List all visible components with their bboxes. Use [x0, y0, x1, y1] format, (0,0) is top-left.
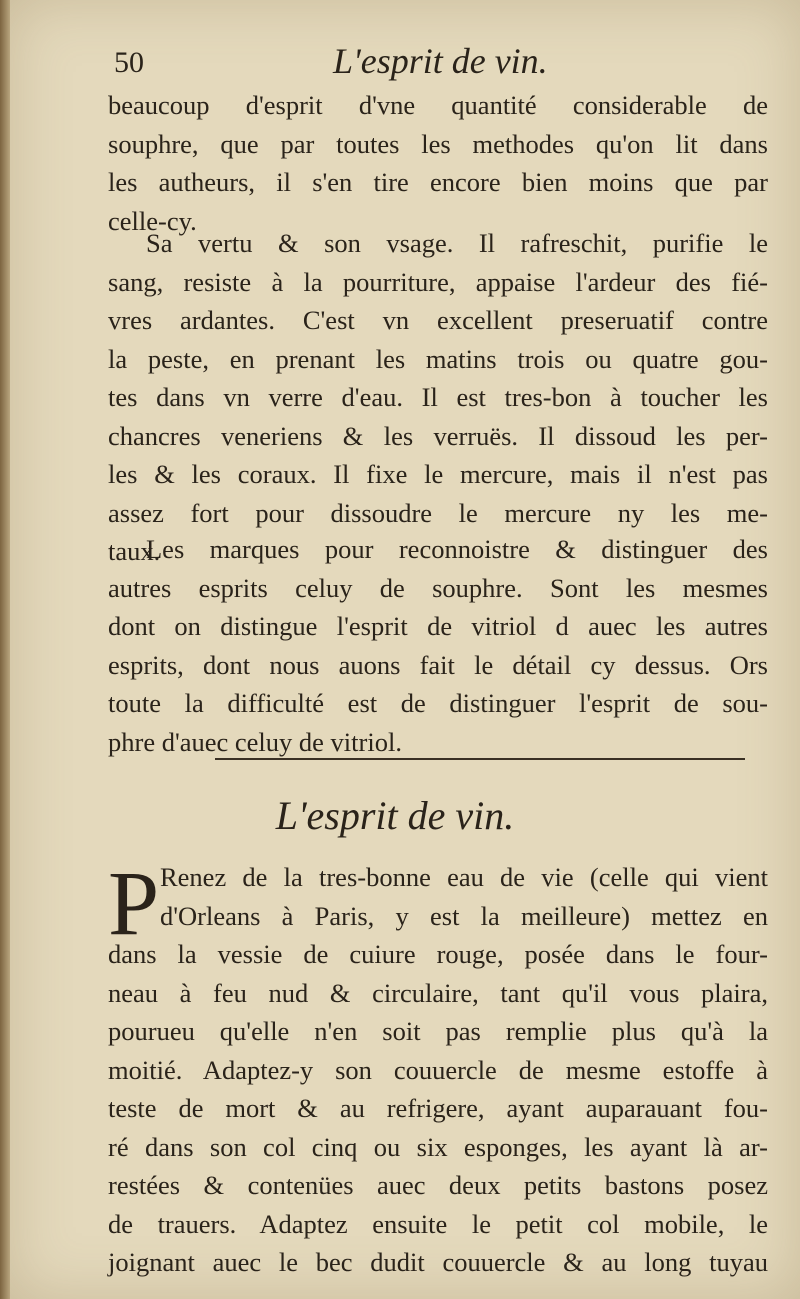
text-line: beaucoup d'esprit d'vne quantité considerable de — [108, 90, 768, 120]
dropcap-lines — [160, 858, 768, 935]
text-line: phre d'auec celuy de vitriol. — [108, 726, 402, 757]
continuation-paragraph — [108, 86, 768, 240]
drop-cap: P — [108, 852, 160, 954]
text-line: neau à feu nud & circulaire, tant qu'il vous plaira, — [108, 977, 768, 1008]
text-line: restées & contenües auec deux petits bastons posez — [108, 1170, 768, 1200]
text-line: taux. — [108, 536, 161, 566]
text-line: les autheurs, il s'en tire encore bien moins que par — [108, 167, 768, 197]
text-line: celle-cy. — [108, 205, 197, 236]
text-line: pourueu qu'elle n'en soit pas remplie plus qu'à la — [108, 1016, 768, 1046]
text-line: chancres veneriens & les verruës. Il dissoud les per- — [108, 420, 768, 451]
vin-paragraph — [108, 935, 768, 1282]
marques-paragraph — [108, 530, 768, 761]
text-line: Renez de la tres-bonne eau de vie (celle qui vient — [160, 862, 768, 892]
vertu-paragraph — [108, 224, 768, 571]
text-line: autres esprits celuy de souphre. Sont les mesmes — [108, 572, 768, 603]
text-line: tes dans vn verre d'eau. Il est tres-bon à toucher les — [108, 382, 768, 412]
text-line: dans la vessie de cuiure rouge, posée dans le four- — [108, 939, 768, 969]
text-line: d'Orleans à Paris, y est la meilleure) mettez en — [160, 900, 768, 931]
text-line: esprits, dont nous auons fait le détail cy dessus. Ors — [108, 649, 768, 680]
text-line: teste de mort & au refrigere, ayant auparauant fou- — [108, 1093, 768, 1123]
text-line: souphre, que par toutes les methodes qu'on lit dans — [108, 128, 768, 159]
text-line: sang, resiste à la pourriture, appaise l'ardeur des fié- — [108, 266, 768, 297]
text-line: de trauers. Adaptez ensuite le petit col mobile, le — [108, 1208, 768, 1239]
running-head: L'esprit de vin. — [333, 41, 548, 81]
section-divider — [215, 758, 745, 760]
text-line: dont on distingue l'esprit de vitriol d auec les autres — [108, 611, 768, 641]
book-spine-shadow — [0, 0, 10, 1299]
text-line: joignant auec le bec dudit couuercle & au long tuyau — [108, 1247, 768, 1277]
text-line: vres ardantes. C'est vn excellent preseruatif contre — [108, 305, 768, 335]
text-line: les & les coraux. Il fixe le mercure, mais il n'est pas — [108, 459, 768, 489]
text-line: toute la difficulté est de distinguer l'esprit de sou- — [108, 688, 768, 718]
text-line: Sa vertu & son vsage. Il rafreschit, purifie le — [146, 228, 768, 258]
text-line: Les marques pour reconnoistre & distinguer des — [146, 534, 768, 564]
text-line: ré dans son col cinq ou six esponges, les ayant là ar- — [108, 1131, 768, 1162]
section-heading: L'esprit de vin. — [275, 793, 515, 838]
page-header — [108, 40, 768, 88]
page-number: 50 — [114, 46, 144, 79]
text-line: la peste, en prenant les matins trois ou quatre gou- — [108, 343, 768, 374]
text-line: moitié. Adaptez-y son couuercle de mesme estoffe à — [108, 1054, 768, 1085]
text-line: assez fort pour dissoudre le mercure ny les me- — [108, 497, 768, 528]
